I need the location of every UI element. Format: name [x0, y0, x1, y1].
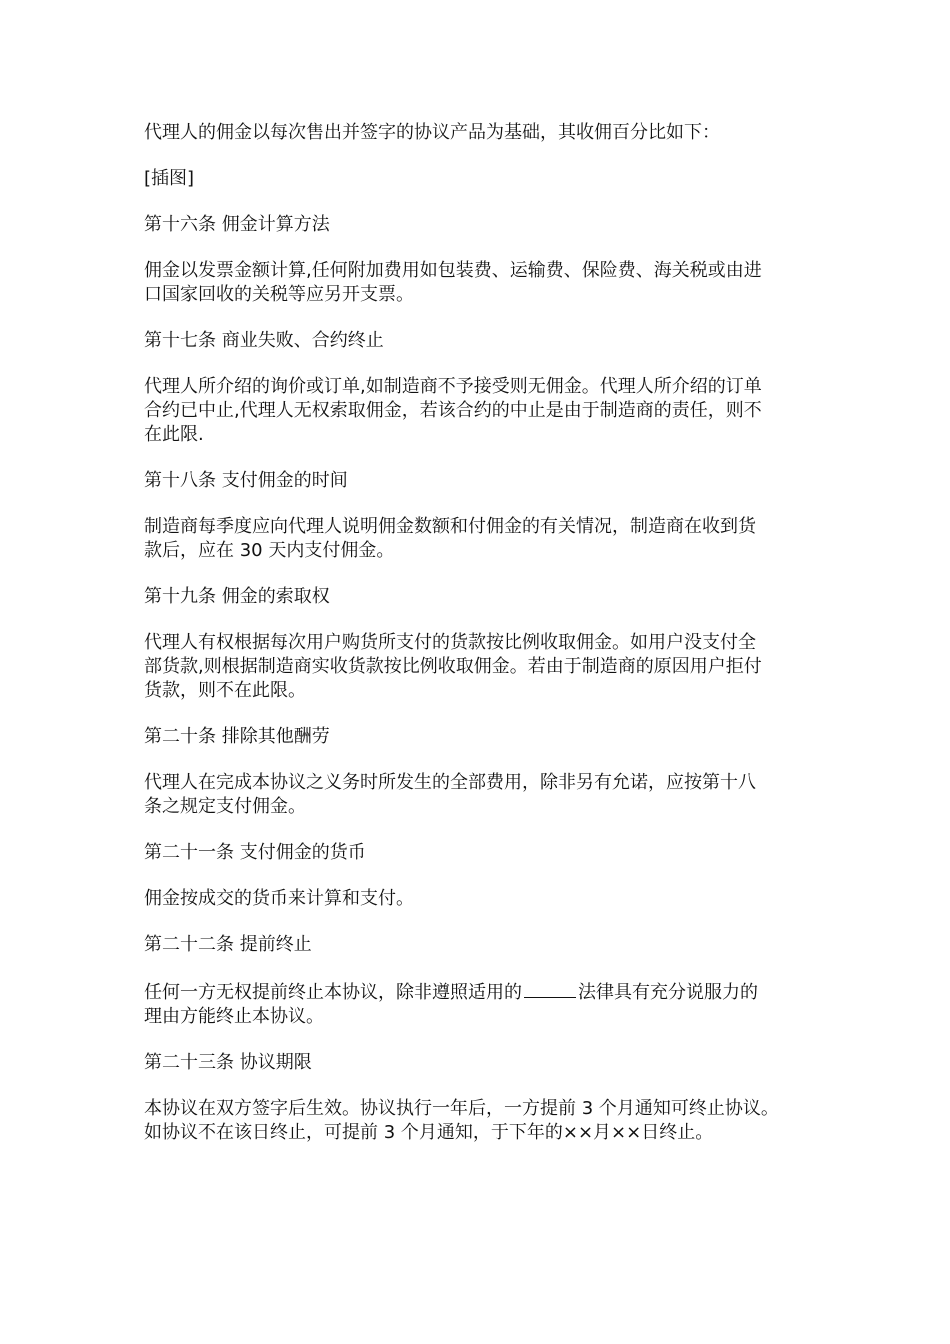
body-line: 口国家回收的关税等应另开支票。	[144, 284, 414, 305]
document-page	[144, 121, 824, 1167]
body-line: 代理人所介绍的询价或订单,如制造商不予接受则无佣金。代理人所介绍的订单	[144, 376, 762, 397]
article-heading: 第二十一条 支付佣金的货币	[144, 842, 366, 863]
article-17	[144, 329, 824, 447]
article-21	[144, 841, 824, 911]
body-line: 条之规定支付佣金。	[144, 796, 306, 817]
figure-placeholder: [插图]	[144, 168, 195, 189]
body-line: 代理人有权根据每次用户购货所支付的货款按比例收取佣金。如用户没支付全	[144, 632, 756, 653]
article-body	[144, 631, 824, 703]
article-body	[144, 515, 824, 563]
article-body	[144, 771, 824, 819]
body-line: 制造商每季度应向代理人说明佣金数额和付佣金的有关情况，制造商在收到货	[144, 516, 756, 537]
body-line: 合约已中止,代理人无权索取佣金，若该合约的中止是由于制造商的责任，则不	[144, 400, 762, 421]
body-line: 理由方能终止本协议。	[144, 1006, 324, 1027]
article-20	[144, 725, 824, 819]
body-line: 款后，应在 30 天内支付佣金。	[144, 540, 395, 561]
fill-in-blank	[524, 979, 576, 998]
article-22	[144, 933, 824, 1029]
intro-paragraph: 代理人的佣金以每次售出并签字的协议产品为基础，其收佣百分比如下：	[144, 122, 720, 143]
article-heading: 第十七条 商业失败、合约终止	[144, 330, 384, 351]
article-heading: 第十九条 佣金的索取权	[144, 586, 330, 607]
article-heading: 第二十条 排除其他酬劳	[144, 726, 330, 747]
article-heading: 第二十二条 提前终止	[144, 934, 312, 955]
body-line: 代理人在完成本协议之义务时所发生的全部费用，除非另有允诺，应按第十八	[144, 772, 756, 793]
article-body	[144, 887, 824, 911]
body-line: 货款，则不在此限。	[144, 680, 306, 701]
body-line: 佣金按成交的货币来计算和支付。	[144, 888, 414, 909]
body-line: 佣金以发票金额计算,任何附加费用如包装费、运输费、保险费、海关税或由进	[144, 260, 762, 281]
article-body	[144, 1097, 824, 1145]
body-line-start: 任何一方无权提前终止本协议，除非遵照适用的	[144, 982, 522, 1003]
article-23	[144, 1051, 824, 1145]
article-19	[144, 585, 824, 703]
article-heading: 第十六条 佣金计算方法	[144, 214, 330, 235]
article-16	[144, 213, 824, 307]
body-line: 在此限.	[144, 424, 204, 445]
article-body	[144, 375, 824, 447]
article-body	[144, 979, 824, 1029]
body-line: 部货款,则根据制造商实收货款按比例收取佣金。若由于制造商的原因用户拒付	[144, 656, 762, 677]
article-heading: 第二十三条 协议期限	[144, 1052, 312, 1073]
body-line-end: 法律具有充分说服力的	[578, 982, 758, 1003]
body-line: 如协议不在该日终止，可提前 3 个月通知，于下年的××月××日终止。	[144, 1122, 714, 1143]
body-line: 本协议在双方签字后生效。协议执行一年后，一方提前 3 个月通知可终止协议。	[144, 1098, 779, 1119]
article-body	[144, 259, 824, 307]
article-heading: 第十八条 支付佣金的时间	[144, 470, 348, 491]
article-18	[144, 469, 824, 563]
